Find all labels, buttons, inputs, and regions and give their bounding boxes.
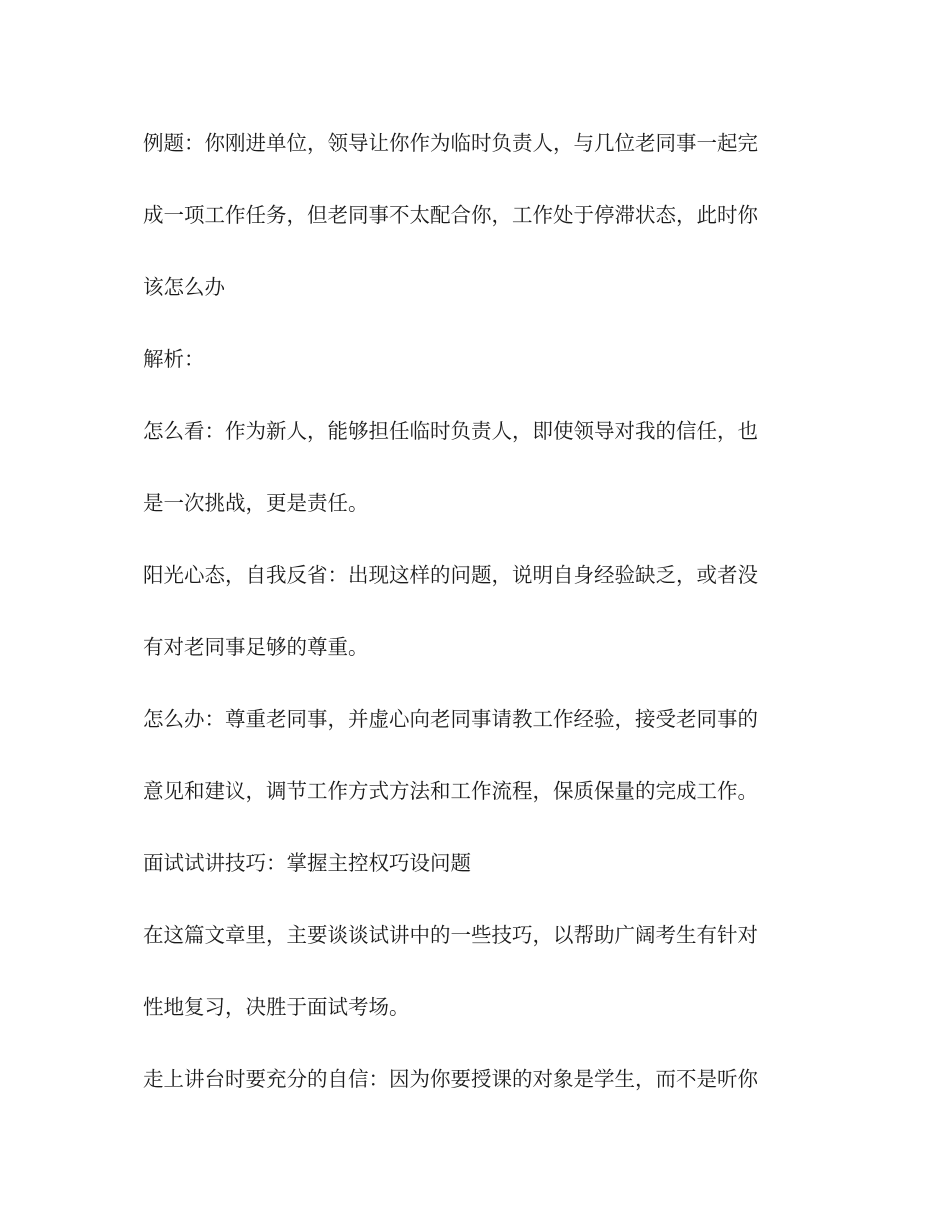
paragraph-intro — [143, 917, 803, 1025]
text-line: 在这篇文章里，主要谈谈试讲中的一些技巧，以帮助广阔考生有针对 — [143, 923, 758, 947]
text-line: 怎么办：尊重老同事，并虚心向老同事请教工作经验，接受老同事的 — [143, 707, 758, 731]
text-line: 有对老同事足够的尊重。 — [143, 635, 369, 659]
text-line: 该怎么办 — [143, 275, 225, 299]
text-line: 性地复习，决胜于面试考场。 — [143, 995, 410, 1019]
document-body — [143, 125, 803, 1133]
text-line: 面试试讲技巧：掌握主控权巧设问题 — [143, 851, 471, 875]
text-line: 解析： — [143, 347, 205, 371]
text-line: 阳光心态，自我反省：出现这样的问题，说明自身经验缺乏，或者没 — [143, 563, 758, 587]
paragraph-how-to-view — [143, 413, 803, 521]
paragraph-section-title — [143, 845, 803, 881]
text-line: 例题：你刚进单位，领导让你作为临时负责人，与几位老同事一起完 — [143, 131, 758, 155]
text-line: 走上讲台时要充分的自信：因为你要授课的对象是学生，而不是听你 — [143, 1067, 758, 1091]
text-line: 意见和建议，调节工作方式方法和工作流程，保质保量的完成工作。 — [143, 779, 758, 803]
paragraph-example-question — [143, 125, 803, 305]
paragraph-self-reflection — [143, 557, 803, 665]
paragraph-analysis-heading — [143, 341, 803, 377]
paragraph-confidence — [143, 1061, 803, 1097]
text-line: 是一次挑战，更是责任。 — [143, 491, 369, 515]
text-line: 成一项工作任务，但老同事不太配合你，工作处于停滞状态，此时你 — [143, 203, 758, 227]
paragraph-what-to-do — [143, 701, 803, 809]
text-line: 怎么看：作为新人，能够担任临时负责人，即使领导对我的信任，也 — [143, 419, 758, 443]
